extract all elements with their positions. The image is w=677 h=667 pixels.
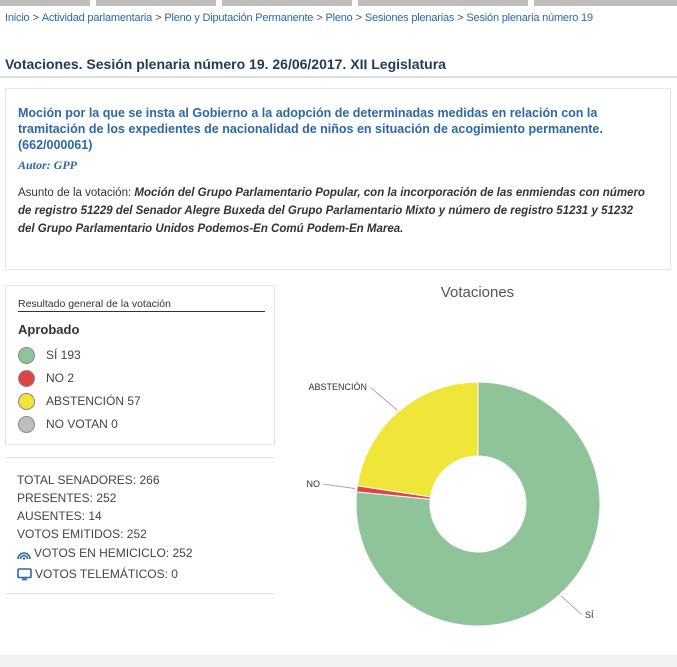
title-divider	[0, 76, 677, 78]
breadcrumb-sessions-link[interactable]: Sesiones plenarias	[364, 12, 455, 24]
top-tab-strip	[0, 0, 677, 7]
breadcrumb-separator: >	[457, 12, 464, 24]
legend-label: SÍ 193	[46, 348, 81, 362]
telematic-votes: VOTOS TELEMÁTICOS: 0	[35, 567, 178, 581]
result-status: Aprobado	[18, 322, 80, 337]
leader-line-abstención	[370, 387, 397, 410]
votes-chart	[285, 275, 677, 655]
legend-item-no	[18, 367, 74, 389]
chamber-votes-row	[17, 546, 193, 560]
legend-label: NO VOTAN 0	[46, 417, 118, 431]
breadcrumb-home-link[interactable]: Inicio	[5, 12, 30, 24]
motion-author: Autor: GPP	[18, 158, 78, 172]
totals-panel	[5, 457, 275, 594]
page-title: Votaciones. Sesión plenaria número 19. 26/06/2017. XII Legislatura	[5, 56, 446, 72]
leader-line-sí	[561, 596, 582, 615]
slice-label-abstención: ABSTENCIÓN	[308, 382, 367, 392]
motion-title: Moción por la que se insta al Gobierno a la adopción de determinadas medidas en relación con la tramitación de los expedientes de nacionalidad de niños en situación de acogimiento permanente. (662/000061)	[18, 106, 603, 152]
leader-line-no	[323, 484, 355, 489]
present-count: PRESENTES: 252	[17, 491, 117, 505]
green-dot-icon	[18, 347, 35, 364]
breadcrumb	[5, 12, 677, 24]
chart-title: Votaciones	[440, 284, 515, 301]
result-divider	[18, 311, 265, 312]
legend-item-abstencion	[18, 390, 141, 412]
slice-label-sí: SÍ	[585, 610, 594, 620]
legend-item-no-votan	[18, 413, 118, 435]
chamber-icon	[17, 548, 31, 560]
result-panel	[5, 285, 275, 445]
breadcrumb-activity-link[interactable]: Actividad parlamentaria	[41, 12, 153, 24]
slice-abstención[interactable]	[357, 382, 478, 497]
votes-cast: VOTOS EMITIDOS: 252	[17, 527, 147, 541]
breadcrumb-separator: >	[316, 12, 323, 24]
donut-chart	[285, 275, 677, 655]
total-senators: TOTAL SENADORES: 266	[17, 473, 160, 487]
breadcrumb-session-19-link[interactable]: Sesión plenaria número 19	[466, 12, 593, 24]
chamber-votes: VOTOS EN HEMICICLO: 252	[34, 546, 193, 560]
breadcrumb-separator: >	[355, 12, 362, 24]
telematic-votes-row	[17, 567, 178, 581]
legend-label: ABSTENCIÓN 57	[46, 394, 141, 408]
subject-label: Asunto de la votación:	[18, 187, 132, 199]
slice-label-no: NO	[306, 479, 320, 489]
grey-dot-icon	[18, 416, 35, 433]
breadcrumb-separator: >	[32, 12, 39, 24]
legend-item-si	[18, 344, 81, 366]
yellow-dot-icon	[18, 393, 35, 410]
red-dot-icon	[18, 370, 35, 387]
subject-text: Moción del Grupo Parlamentario Popular, con la incorporación de las enmiendas con número de registro 51229 del Senador Alegre Buxeda del Grupo Parlamentario Mixto y número de registro 51231 y 51232 del Grupo Parlamentario Unidos Podemos-En Comú Podem-En Marea.	[18, 187, 645, 235]
page-footer-band	[0, 655, 677, 667]
breadcrumb-plenary-link[interactable]: Pleno	[325, 12, 353, 24]
legend-label: NO 2	[46, 371, 75, 385]
motion-subject	[18, 184, 648, 238]
motion-panel	[5, 88, 671, 270]
monitor-icon	[17, 568, 32, 581]
breadcrumb-separator: >	[155, 12, 162, 24]
breadcrumb-plenary-permanent-link[interactable]: Pleno y Diputación Permanente	[164, 12, 314, 24]
result-label: Resultado general de la votación	[18, 298, 171, 310]
absent-count: AUSENTES: 14	[17, 509, 102, 523]
